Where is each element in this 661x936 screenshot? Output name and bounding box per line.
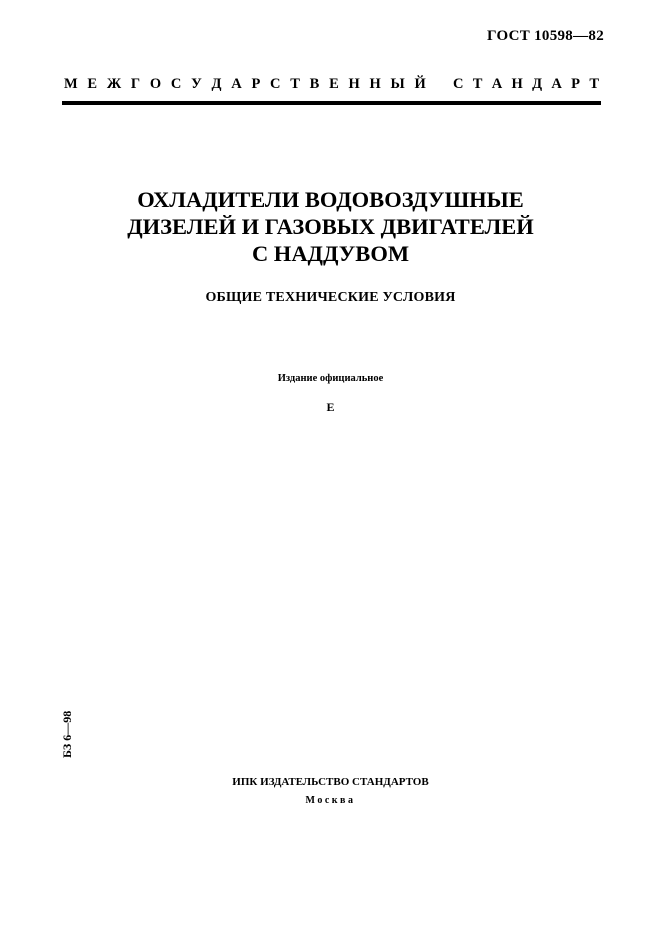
publisher-city: Москва bbox=[305, 795, 356, 806]
heading-letter: С bbox=[453, 76, 464, 92]
title-line: С НАДДУВОМ bbox=[251, 241, 410, 266]
heading-letter: Н bbox=[369, 76, 381, 92]
heading-letter: Н bbox=[348, 76, 360, 92]
heading-letter: А bbox=[551, 76, 562, 92]
heading-letter: А bbox=[231, 76, 242, 92]
heading-letter: В bbox=[309, 76, 320, 92]
heading-letter: Н bbox=[511, 76, 523, 92]
heading-letter: Е bbox=[329, 76, 339, 92]
heading-letter: С bbox=[170, 76, 182, 92]
heading-letter: О bbox=[149, 76, 162, 92]
publisher-name: ИПК ИЗДАТЕЛЬСТВО СТАНДАРТОВ bbox=[232, 776, 429, 788]
edition-label: Издание официальное bbox=[277, 373, 384, 384]
heading-letter: Т bbox=[290, 76, 300, 92]
document-number: ГОСТ 10598—82 bbox=[486, 28, 604, 44]
edition-letter: Е bbox=[326, 400, 335, 414]
heading-letter: Г bbox=[130, 76, 141, 92]
heading-letter: М bbox=[64, 76, 78, 92]
heading-letter: А bbox=[491, 76, 503, 92]
heading-letter: У bbox=[191, 76, 202, 92]
heading-letter: Ы bbox=[390, 76, 405, 92]
side-note-vertical: БЗ 6—98 bbox=[60, 710, 74, 758]
heading-letter: Ж bbox=[106, 76, 122, 92]
standard-type-heading bbox=[64, 76, 599, 93]
heading-letter: Т bbox=[589, 76, 599, 92]
heading-letter: Й bbox=[414, 76, 426, 92]
document-subtitle: ОБЩИЕ ТЕХНИЧЕСКИЕ УСЛОВИЯ bbox=[205, 290, 456, 305]
heading-letter: Р bbox=[571, 76, 581, 92]
standard-type-word-interstate bbox=[64, 76, 426, 93]
heading-letter: Д bbox=[211, 76, 222, 92]
document-title bbox=[0, 186, 661, 267]
standard-type-word-standard bbox=[453, 76, 599, 93]
title-line: ДИЗЕЛЕЙ И ГАЗОВЫХ ДВИГАТЕЛЕЙ bbox=[127, 214, 534, 239]
title-line: ОХЛАДИТЕЛИ ВОДОВОЗДУШНЫЕ bbox=[137, 187, 524, 212]
header-divider bbox=[62, 101, 601, 105]
heading-letter: Е bbox=[87, 76, 98, 92]
heading-letter: С bbox=[270, 76, 281, 92]
heading-letter: Р bbox=[251, 76, 261, 92]
heading-letter: Т bbox=[472, 76, 483, 92]
heading-letter: Д bbox=[532, 76, 543, 92]
